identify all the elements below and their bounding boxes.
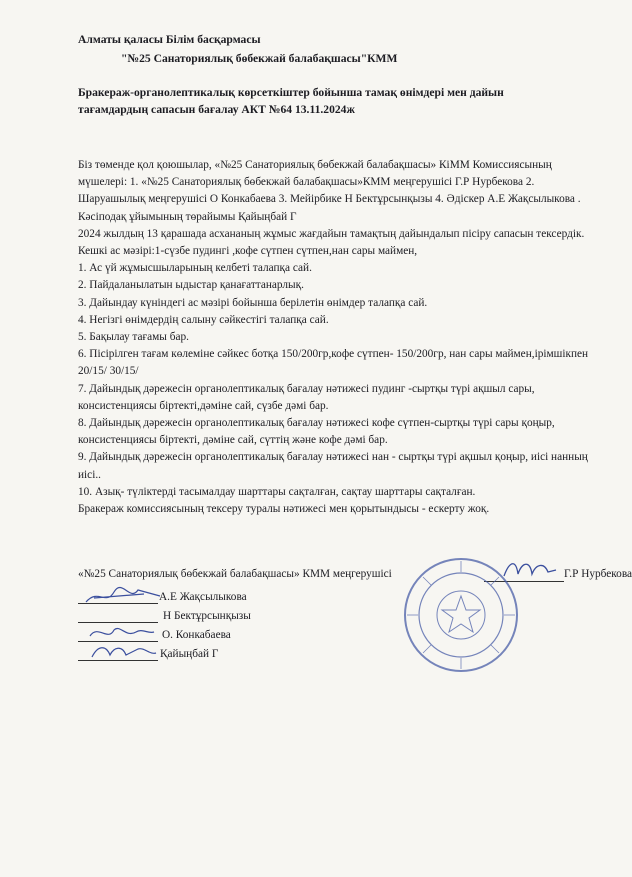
body-paragraph: 2. Пайдаланылатын ыдыстар қанағаттанарлық.: [78, 279, 304, 292]
body-paragraph: 5. Бақылау тағамы бар.: [78, 331, 189, 344]
body-paragraph: Біз төменде қол қоюшылар, «№25 Санаториялық бөбекжай балабақшасы» КіММ Комиссиясының мүшелері: 1. «№25 Санаториялық бөбекжай балабақшасы»КММ меңгерушісі Г.Р Нурбекова 2. Шаруашылық меңгерушісі О Конкабаева 3. Мейірбике Н Бектұрсынқызы 4. Әдіскер А.Е Жақсылыкова . Кәсіподақ ұйымының төрайымы Қайыңбай Г: [78, 159, 581, 223]
body-paragraph: 2024 жылдың 13 қарашада асхананың жұмыс жағдайын тамақтың дайындалып пісіру сапасын тексердік.: [78, 227, 585, 240]
body-paragraph: 3. Дайындау күніндегі ас мәзірі бойынша берілетін өнімдер талапқа сай.: [78, 296, 428, 309]
official-stamp-icon: [402, 556, 520, 674]
member-name: О. Конкабаева: [162, 629, 231, 641]
header-line-2: "№25 Санаториялық бөбекжай балабақшасы"КММ: [121, 52, 398, 65]
header-line-4: тағамдардың сапасын бағалау АКТ №64 13.11.2024ж: [78, 103, 355, 116]
member-signature-scribble: [88, 641, 158, 663]
body-paragraph: Кешкі ас мәзірі:1-сүзбе пудингі ,кофе сүтпен сүтпен,нан сары маймен,: [78, 245, 418, 258]
body-paragraph: 10. Азық- түліктерді тасымалдау шарттары сақталған, сақтау шарттары сақталған.: [78, 485, 476, 498]
member-name: Н Бектұрсынқызы: [163, 610, 251, 622]
act-body: [78, 157, 598, 518]
body-paragraph: Бракераж комиссиясының тексеру туралы нәтижесі мен қорытындысы - ескерту жоқ.: [78, 503, 490, 516]
body-paragraph: 7. Дайындық дәрежесін органолептикалық бағалау нәтижесі пудинг -сыртқы түрі ақшыл сары, консистенциясы біртекті,дәміне сай, сүзбе дәмі бар.: [78, 382, 535, 412]
body-paragraph: 9. Дайындық дәрежесін органолептикалық бағалау нәтижесі нан - сыртқы түрі ақшыл қоңыр, иісі нанның иісі..: [78, 451, 588, 481]
head-signature-text: «№25 Санаториялық бөбекжай балабақшасы» КММ меңгерушісі: [78, 568, 392, 580]
member-name: А.Е Жақсылыкова: [159, 591, 247, 603]
head-signature-name: Г.Р Нурбекова: [564, 568, 632, 580]
body-paragraph: 4. Негізгі өнімдердің салыну сәйкестігі талапқа сай.: [78, 313, 329, 326]
member-signature-scribble: [84, 584, 162, 608]
body-paragraph: 8. Дайындық дәрежесін органолептикалық бағалау нәтижесі кофе сүтпен-сыртқы түрі сары қоңыр, консистенциясы біртекті, дәміне сай, сүттің және кофе дәмі бар.: [78, 417, 555, 447]
member-name: Қайыңбай Г: [160, 648, 219, 660]
header-line-1: Алматы қаласы Білім басқармасы: [78, 33, 261, 46]
body-paragraph: 6. Пісірілген тағам көлеміне сәйкес ботқа 150/200гр,кофе сүтпен- 150/200гр, нан сары маймен,ірімшікпен 20/15/ 30/15/: [78, 348, 589, 378]
body-paragraph: 1. Ас үй жұмысшыларының келбеті талапқа сай.: [78, 262, 312, 275]
header-line-3: Бракераж-органолептикалық көрсеткіштер бойынша тамақ өнімдері мен дайын: [78, 86, 504, 99]
